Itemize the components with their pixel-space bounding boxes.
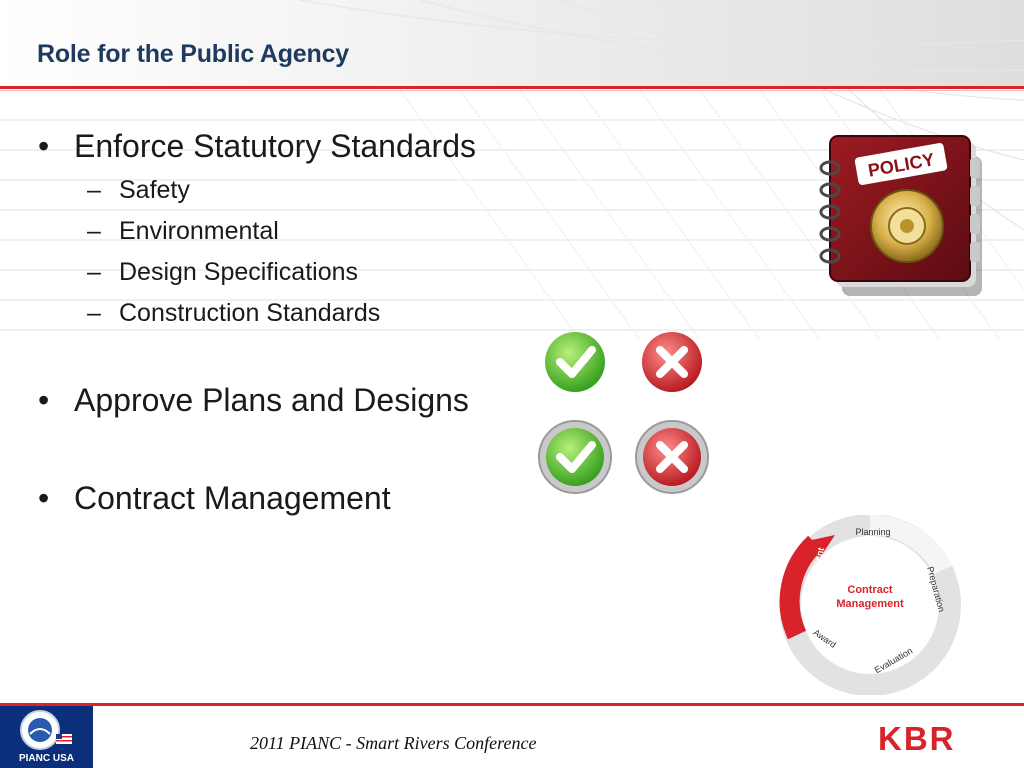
pianc-seal-icon: [0, 706, 93, 752]
bullet-glyph: •: [38, 480, 50, 516]
cycle-center-line1: Contract: [847, 584, 893, 596]
close-icon: [642, 332, 702, 392]
check-icon: [545, 332, 605, 392]
bullet-contract-management: [38, 480, 391, 517]
sub-bullet-design-specs: [87, 258, 358, 287]
cycle-stage-award: Award: [811, 627, 838, 650]
sub-bullet-environmental: [87, 217, 279, 246]
check-icon: [539, 421, 611, 493]
footer-divider: [0, 703, 1024, 706]
pianc-usa-logo: [0, 706, 93, 768]
bullet-approve-plans: [38, 382, 469, 419]
sub-bullet-label: Construction Standards: [119, 299, 381, 327]
sub-bullet-label: Safety: [119, 176, 190, 204]
cycle-stage-management: Management: [802, 546, 827, 603]
bullet-enforce-standards: [38, 128, 476, 165]
policy-book-icon: [812, 128, 992, 300]
bullet-label: Enforce Statutory Standards: [74, 128, 476, 164]
sub-bullet-construction-standards: [87, 299, 380, 328]
pianc-usa-label: PIANC USA: [18, 753, 74, 764]
kbr-logo: KBR: [878, 720, 956, 757]
cycle-stage-planning: Planning: [855, 527, 891, 537]
cycle-center-line2: Management: [836, 598, 904, 610]
bullet-glyph: •: [38, 382, 50, 418]
dash-glyph: –: [87, 217, 101, 245]
check-cross-icons: [530, 322, 720, 507]
bullet-glyph: •: [38, 128, 50, 164]
policy-label: POLICY: [866, 149, 936, 181]
bullet-label: Contract Management: [74, 480, 391, 516]
contract-cycle-diagram: [775, 515, 965, 695]
cycle-stage-preparation: Preparation: [925, 565, 947, 613]
dash-glyph: –: [87, 258, 101, 286]
footer-conference-text: 2011 PIANC - Smart Rivers Conference: [250, 733, 537, 753]
dash-glyph: –: [87, 176, 101, 204]
cycle-stage-evaluation: Evaluation: [872, 645, 915, 676]
sub-bullet-label: Design Specifications: [119, 258, 359, 286]
bullet-label: Approve Plans and Designs: [74, 382, 469, 418]
title-divider: [0, 86, 1024, 89]
sub-bullet-label: Environmental: [119, 217, 279, 245]
close-icon: [636, 421, 708, 493]
sub-bullet-safety: [87, 176, 190, 205]
title-divider-shadow: [0, 90, 1024, 91]
slide-title: Role for the Public Agency: [37, 40, 349, 68]
dash-glyph: –: [87, 299, 101, 327]
